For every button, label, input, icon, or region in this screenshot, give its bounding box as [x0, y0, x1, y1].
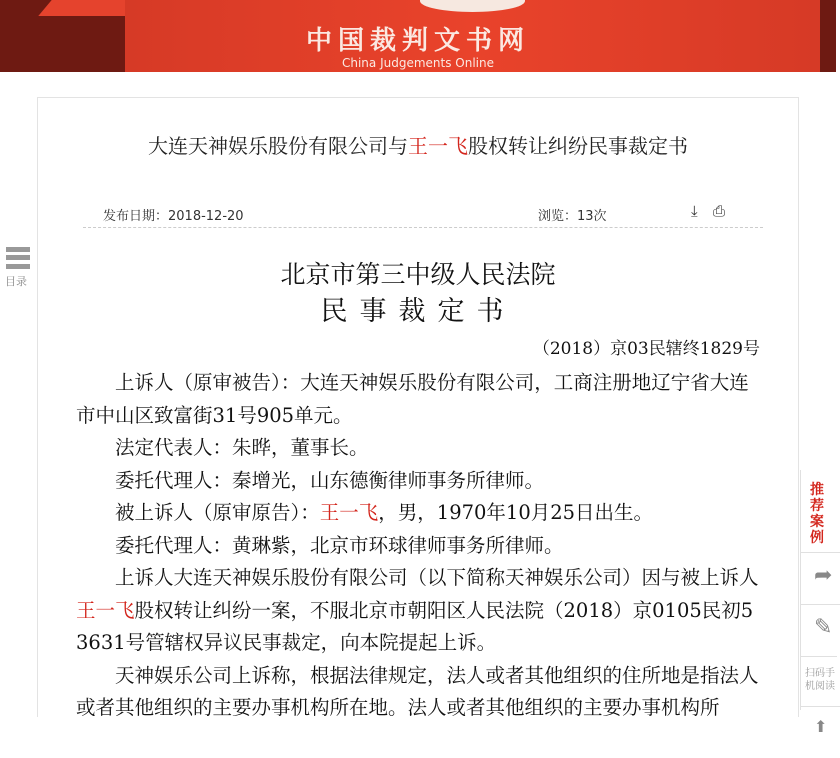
back-to-top-icon[interactable]: ⬆	[801, 706, 840, 758]
download-icon[interactable]: ⤓	[691, 202, 698, 220]
qr-mobile-read[interactable]: 扫码手机阅读	[801, 656, 837, 706]
paragraph	[76, 465, 762, 498]
text: 委托代理人：黄琳紫，北京市环球律师事务所律师。	[115, 533, 564, 557]
text: 委托代理人：秦增光，山东德衡律师事务所律师。	[115, 468, 545, 492]
document-body	[76, 367, 762, 725]
right-sidebar	[800, 470, 840, 736]
highlight-name: 王一飞	[76, 598, 135, 622]
publish-date: 发布日期：2018-12-20	[103, 209, 244, 224]
text: 上诉人大连天神娱乐股份有限公司（以下简称天神娱乐公司）因与被上诉人	[115, 566, 759, 589]
paragraph	[76, 530, 762, 563]
text: 上诉人（原审被告）：大连天神娱乐股份有限公司，工商注册地辽宁省大连市中山区致富街31号905单元。	[76, 371, 749, 427]
text: 天神娱乐公司上诉称，根据法律规定，法人或者其他组织的住所地是指法人或者其他组织的主要办事机构所在地。法人或者其他组织的主要办事机构所	[76, 663, 759, 719]
toc-label: 目录	[5, 275, 27, 288]
site-logo-subtitle: China Judgements Online	[341, 56, 494, 70]
edit-pencil-icon[interactable]: ✎	[801, 604, 840, 656]
text: ，男，1970年10月25日出生。	[378, 501, 654, 524]
text: 股权转让纠纷一案，不服北京市朝阳区人民法院（2018）京0105民初53631号管辖权异议民事裁定，向本院提起上诉。	[76, 598, 754, 654]
paragraph	[76, 562, 762, 660]
view-count: 浏览：13次	[538, 209, 607, 224]
document-kind: 民事裁定书	[320, 296, 516, 327]
text: 法定代表人：朱晔，董事长。	[115, 436, 369, 459]
paragraph	[76, 497, 762, 530]
case-number: （2018）京03民辖终1829号	[532, 339, 760, 359]
title-part: 大连天神娱乐股份有限公司与	[148, 134, 408, 158]
paragraph	[76, 367, 762, 432]
paragraph	[76, 660, 762, 725]
court-name: 北京市第三中级人民法院	[280, 260, 556, 289]
recommended-cases-link[interactable]: 推荐案例	[810, 482, 824, 546]
site-banner	[0, 0, 836, 72]
document-meta	[83, 200, 763, 228]
text: 被上诉人（原审原告）：	[115, 501, 320, 524]
document-title	[0, 130, 836, 159]
print-icon[interactable]: ⎙	[713, 202, 726, 220]
share-icon[interactable]: ➦	[801, 552, 840, 604]
site-logo-title[interactable]: 中国裁判文书网	[305, 26, 530, 56]
title-highlight-name: 王一飞	[408, 134, 468, 158]
title-part: 股权转让纠纷民事裁定书	[468, 134, 688, 158]
paragraph	[76, 432, 762, 465]
highlight-name: 王一飞	[319, 501, 379, 524]
